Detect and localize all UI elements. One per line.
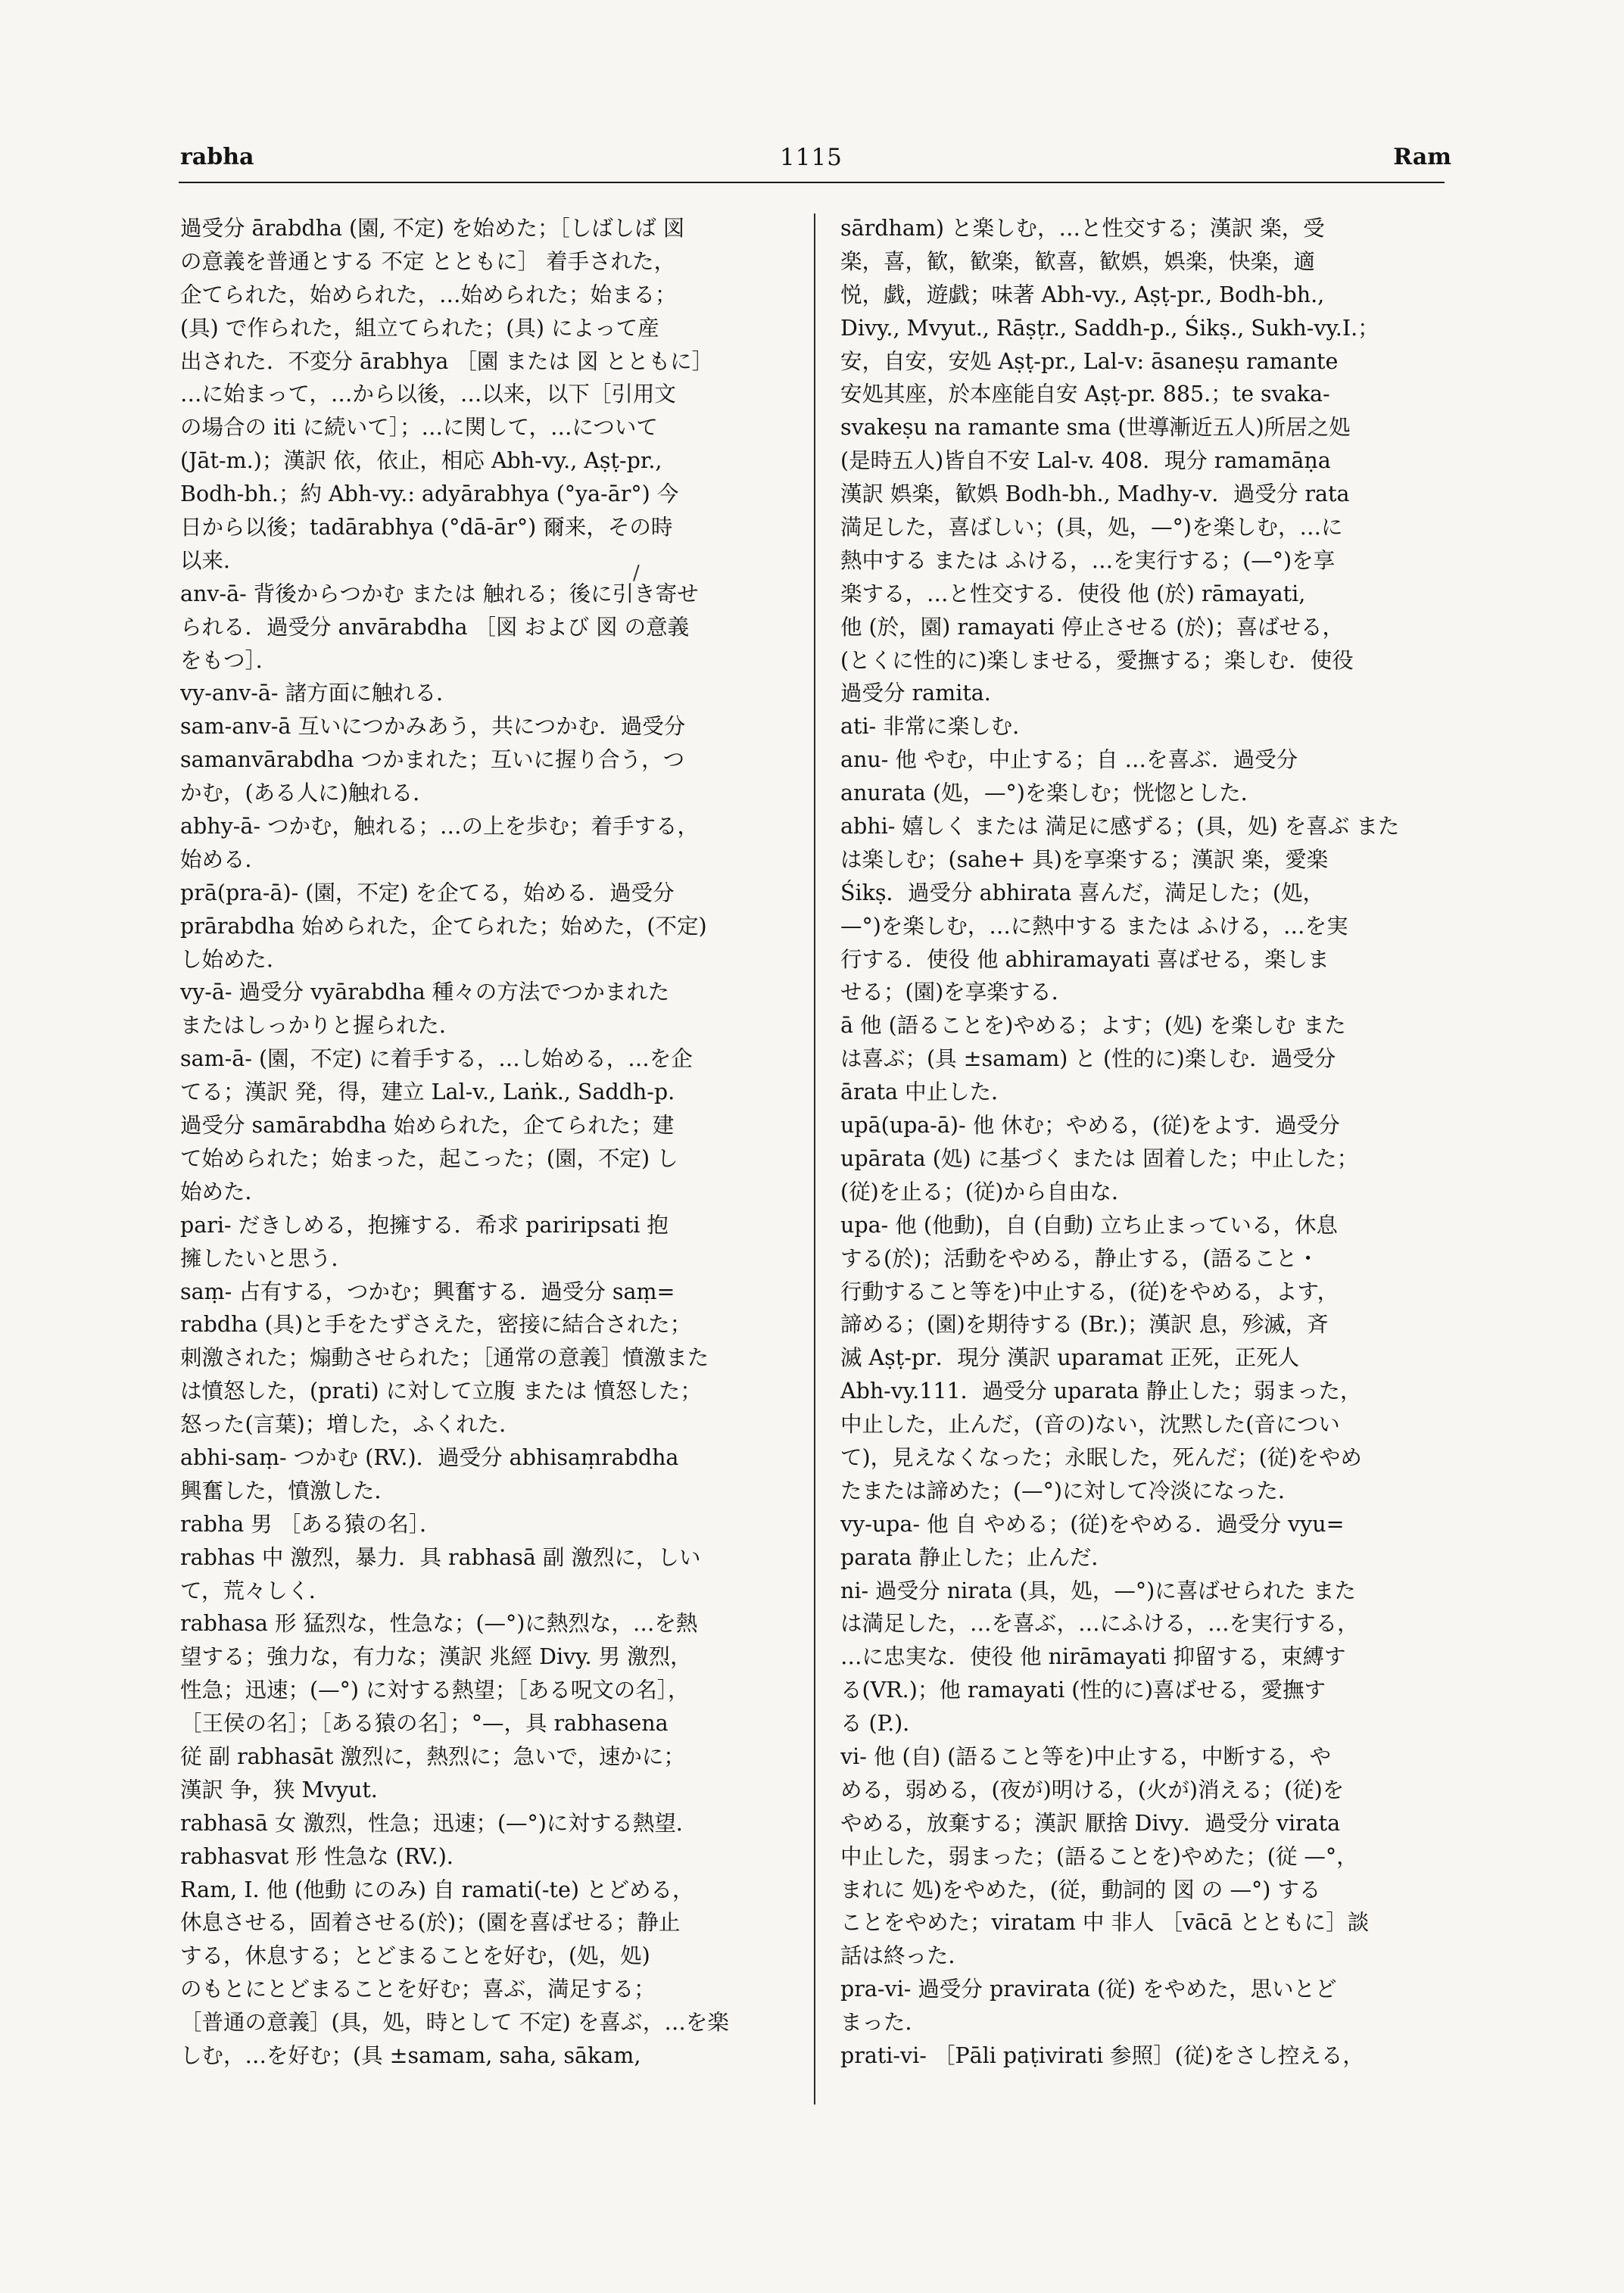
text-line: する(於)；活動をやめる，静止する，(語ること・ bbox=[840, 1245, 1319, 1271]
text-line: vy-upa- 他 自 やめる；(従)をやめる．過受分 vyu= bbox=[840, 1511, 1345, 1537]
text-line: (是時五人)皆自不安 Lal-v. 408．現分 ramamāṇa bbox=[840, 448, 1331, 474]
text-line: の意義を普通とする 不定 とともに］ 着手された， bbox=[180, 248, 676, 274]
text-line: 性急；迅速；(—°) に対する熱望；［ある呪文の名］， bbox=[180, 1678, 690, 1703]
text-line: 過受分 samārabdha 始められた，企てられた；建 bbox=[180, 1113, 675, 1139]
text-line: (とくに性的に)楽しませる，愛撫する；楽しむ．使役 bbox=[840, 647, 1354, 673]
text-line: る(VR.)；他 ramayati (性的に)喜ばせる，愛撫す bbox=[840, 1678, 1326, 1703]
text-line: abhi- 嬉しく または 満足に感ずる；(具，処) を喜ぶ また bbox=[840, 814, 1400, 840]
text-line: ni- 過受分 nirata (具，処，—°)に喜ばせられた また bbox=[840, 1578, 1356, 1603]
text-line: のもとにとどまることを好む；喜ぶ，満足する； bbox=[180, 1977, 656, 2002]
text-line: は楽しむ；(sahe+ 具)を享楽する；漢訳 楽，愛楽 bbox=[840, 846, 1329, 872]
text-line: …に始まって，…から以後，…以来，以下［引用文 bbox=[180, 382, 676, 407]
text-line: —°)を楽しむ，…に熱中する または ふける，…を実 bbox=[840, 913, 1348, 939]
text-line: 悦，戯，遊戯；味著 Abh-vy., Aṣṭ-pr., Bodh-bh., bbox=[840, 282, 1325, 307]
text-line: (具) で作られた，組立てられた；(具) によって産 bbox=[180, 315, 659, 341]
text-line: する，休息する；とどまることを好む，(処，処) bbox=[180, 1943, 650, 1969]
header-rule bbox=[179, 182, 1445, 183]
text-line: upa- 他 (他動)，自 (自動) 立ち止まっている，休息 bbox=[840, 1212, 1338, 1238]
text-line: 興奮した，憤激した． bbox=[180, 1478, 397, 1503]
text-line: abhy-ā- つかむ，触れる；…の上を歩む；着手する， bbox=[180, 814, 700, 840]
text-line: vy-anv-ā- 諸方面に触れる． bbox=[180, 681, 458, 706]
text-line: の場合の iti に続いて］；…に関して，…について bbox=[180, 415, 658, 441]
text-line: 刺激された；煽動させられた；［通常の意義］憤激また bbox=[180, 1345, 709, 1371]
text-line: 安，自安，安処 Aṣṭ-pr., Lal-v: āsaneṣu ramante bbox=[840, 348, 1339, 374]
text-line: 熱中する または ふける，…を実行する；(—°)を享 bbox=[840, 547, 1336, 573]
text-line: rabhasvat 形 性急な (RV.)． bbox=[180, 1843, 469, 1869]
text-line: rabdha (具)と手をたずさえた，密接に結合された； bbox=[180, 1312, 692, 1338]
right-guide-word: Ram bbox=[1393, 144, 1451, 170]
text-line: rabhas 中 激烈，暴力．具 rabhasā 副 激烈に，しい bbox=[180, 1544, 701, 1570]
text-line: て)，見えなくなった；永眠した，死んだ；(従)をやめ bbox=[840, 1444, 1362, 1470]
text-line: をもつ］． bbox=[180, 647, 278, 673]
page-header bbox=[0, 144, 1624, 177]
text-line: Abh-vy.111．過受分 uparata 静止した；弱まった， bbox=[840, 1379, 1362, 1404]
text-line: 企てられた，始められた，…始められた；始まる； bbox=[180, 282, 677, 307]
text-line: 以来． bbox=[180, 547, 245, 573]
text-line: て，荒々しく． bbox=[180, 1578, 331, 1603]
text-line: Divy., Mvyut., Rāṣṭr., Saddh-p., Śikṣ., Sukh-vy.I.； bbox=[840, 315, 1379, 341]
text-line: saṃ- 占有する，つかむ；興奮する．過受分 saṃ= bbox=[180, 1279, 675, 1304]
text-line: pari- だきしめる，抱擁する．希求 pariripsati 抱 bbox=[180, 1212, 669, 1238]
text-line: sārdham) と楽しむ，…と性交する；漢訳 楽，受 bbox=[840, 216, 1325, 241]
text-line: sam-anv-ā 互いにつかみあう，共につかむ．過受分 bbox=[180, 714, 686, 740]
text-line: 漢訳 争，狭 Mvyut. bbox=[180, 1777, 378, 1802]
text-line: 従 副 rabhasāt 激烈に，熱烈に；急いで，速かに； bbox=[180, 1743, 685, 1769]
text-line: pra-vi- 過受分 pravirata (従) をやめた，思いとど bbox=[840, 1977, 1337, 2002]
text-line: 過受分 ārabdha (園, 不定) を始めた；［しばしば 図 bbox=[180, 216, 685, 241]
text-line: …に忠実な．使役 他 nirāmayati 抑留する，束縛す bbox=[840, 1644, 1346, 1670]
text-line: anurata (処，—°)を楽しむ；恍惚とした． bbox=[840, 780, 1263, 806]
left-guide-word: rabha bbox=[180, 144, 254, 170]
text-line: prati-vi- ［Pāli paṭivirati 参照］(従)をさし控える， bbox=[840, 2042, 1364, 2068]
text-line: parata 静止した；止んだ． bbox=[840, 1544, 1113, 1570]
text-line: 始めた． bbox=[180, 1179, 267, 1204]
text-line: やめる，放棄する；漢訳 厭捨 Divy．過受分 virata bbox=[840, 1810, 1341, 1836]
text-line: ati- 非常に楽しむ． bbox=[840, 714, 1034, 740]
text-line: ā 他 (語ることを)やめる；よす；(処) を楽しむ また bbox=[840, 1013, 1346, 1039]
text-line: 日から以後；tadārabhya (°dā-ār°) 爾来，その時 bbox=[180, 515, 673, 541]
text-line: 擁したいと思う． bbox=[180, 1245, 354, 1271]
text-line: たまたは諦めた；(—°)に対して冷淡になった． bbox=[840, 1478, 1300, 1503]
text-line: vy-ā- 過受分 vyārabdha 種々の方法でつかまれた bbox=[180, 980, 670, 1005]
text-line: 休息させる，固着させる(於)；(園を喜ばせる；静止 bbox=[180, 1910, 681, 1936]
text-line: rabhasa 形 猛烈な，性急な；(—°)に熱烈な，…を熱 bbox=[180, 1611, 698, 1637]
text-line: 楽する，…と性交する．使役 他 (於) rāmayati, bbox=[840, 581, 1306, 606]
text-line: せる；(園)を享楽する． bbox=[840, 980, 1074, 1005]
text-line: 望する；強力な，有力な；漢訳 兆經 Divy. 男 激烈， bbox=[180, 1644, 692, 1670]
text-line: 過受分 ramita. bbox=[840, 681, 991, 706]
text-line: samanvārabdha つかまれた；互いに握り合う，つ bbox=[180, 747, 685, 773]
text-line: svakeṣu na ramante sma (世導漸近五人)所居之処 bbox=[840, 415, 1351, 441]
text-line: anv-ā- 背後からつかむ または 触れる；後に引き寄せ bbox=[180, 581, 699, 606]
text-line: 怒った(言葉)；増した，ふくれた． bbox=[180, 1412, 521, 1438]
text-line: upārata (処) に基づく または 固着した；中止した； bbox=[840, 1145, 1359, 1171]
text-line: またはしっかりと握られた． bbox=[180, 1013, 461, 1039]
text-line: てる；漢訳 発，得，建立 Lal-v., Laṅk., Saddh-p. bbox=[180, 1080, 675, 1105]
text-line: しむ，…を好む；(具 ±samam, saha, sākam, bbox=[180, 2042, 641, 2068]
text-line: upā(upa-ā)- 他 休む；やめる，(従)をよす．過受分 bbox=[840, 1113, 1340, 1139]
text-line: は憤怒した，(prati) に対して立腹 または 憤怒した； bbox=[180, 1379, 702, 1404]
text-line: 行する．使役 他 abhiramayati 喜ばせる，楽しま bbox=[840, 946, 1329, 972]
text-line: める，弱める，(夜が)明ける，(火が)消える；(従)を bbox=[840, 1777, 1345, 1802]
text-line: (従)を止る；(従)から自由な． bbox=[840, 1179, 1133, 1204]
text-line: かむ，(ある人に)触れる． bbox=[180, 780, 435, 806]
text-line: 他 (於，園) ramayati 停止させる (於)；喜ばせる， bbox=[840, 614, 1345, 640]
text-line: 中止した，弱まった；(語ることを)やめた；(従 —°， bbox=[840, 1843, 1358, 1869]
text-line: ārata 中止した． bbox=[840, 1080, 1013, 1105]
text-line: Śikṣ．過受分 abhirata 喜んだ，満足した；(処， bbox=[840, 880, 1325, 905]
text-line: abhi-saṃ- つかむ (RV.)．過受分 abhisaṃrabdha bbox=[180, 1444, 679, 1470]
text-line: prā(pra-ā)- (園，不定) を企てる，始める．過受分 bbox=[180, 880, 675, 905]
text-line: Ram, I. 他 (他動 にのみ) 自 ramati(-te) とどめる， bbox=[180, 1877, 694, 1902]
text-line: rabhasā 女 激烈，性急；迅速；(—°)に対する熱望． bbox=[180, 1810, 698, 1836]
text-line: 楽，喜，歓，歓楽，歓喜，歓娯，娯楽，快楽，適 bbox=[840, 248, 1316, 274]
text-line: (Jāt-m.)；漢訳 依，依止，相応 Abh-vy., Aṣṭ-pr., bbox=[180, 448, 662, 474]
stray-pen-mark: / bbox=[633, 562, 640, 584]
text-line: 出された．不変分 ārabhya ［園 または 図 とともに］ bbox=[180, 348, 714, 374]
column-divider bbox=[814, 213, 815, 2105]
text-line: し始めた． bbox=[180, 946, 288, 972]
text-line: anu- 他 やむ，中止する；自 …を喜ぶ．過受分 bbox=[840, 747, 1298, 773]
page-number: 1115 bbox=[780, 144, 843, 171]
text-line: sam-ā- (園，不定) に着手する，…し始める，…を企 bbox=[180, 1046, 693, 1072]
text-line: 滅 Aṣṭ-pr．現分 漢訳 uparamat 正死，正死人 bbox=[840, 1345, 1300, 1371]
right-column bbox=[840, 212, 1446, 2073]
text-line: まった． bbox=[840, 2010, 927, 2036]
text-line: まれに 処)をやめた，(従，動詞的 図 の —°) する bbox=[840, 1877, 1321, 1902]
text-line: 満足した，喜ばしい；(具，処，—°)を楽しむ，…に bbox=[840, 515, 1343, 541]
text-line: る (P.)． bbox=[840, 1711, 924, 1737]
text-line: 安処其座，於本座能自安 Aṣṭ-pr. 885.；te svaka- bbox=[840, 382, 1330, 407]
text-line: られる．過受分 anvārabdha ［図 および 図 の意義 bbox=[180, 614, 690, 640]
text-line: 行動すること等を)中止する，(従)をやめる，よす， bbox=[840, 1279, 1339, 1304]
text-line: ［王侯の名］；［ある猿の名］；°—，具 rabhasena bbox=[180, 1711, 669, 1737]
left-column bbox=[180, 212, 792, 2073]
text-line: 中止した，止んだ，(音の)ない，沈黙した(音につい bbox=[840, 1412, 1340, 1438]
text-line: prārabdha 始められた，企てられた；始めた，(不定) bbox=[180, 913, 707, 939]
text-line: 漢訳 娯楽，歓娯 Bodh-bh., Madhy-v．過受分 rata bbox=[840, 481, 1350, 507]
text-line: は喜ぶ；(具 ±samam) と (性的に)楽しむ．過受分 bbox=[840, 1046, 1336, 1072]
text-line: rabha 男 ［ある猿の名］． bbox=[180, 1511, 441, 1537]
text-line: 始める． bbox=[180, 846, 267, 872]
text-line: vi- 他 (自) (語ること等を)中止する，中断する，や bbox=[840, 1743, 1332, 1769]
text-line: 話は終った． bbox=[840, 1943, 971, 1969]
text-line: は満足した，…を喜ぶ，…にふける，…を実行する， bbox=[840, 1611, 1359, 1637]
text-line: ［普通の意義］(具，処，時として 不定) を喜ぶ，…を楽 bbox=[180, 2010, 729, 2036]
text-line: Bodh-bh.；約 Abh-vy.: adyārabhya (°ya-ār°) 今 bbox=[180, 481, 679, 507]
text-line: て始められた；始まった，起こった；(園，不定) し bbox=[180, 1145, 678, 1171]
text-line: ことをやめた；viratam 中 非人 ［vācā とともに］談 bbox=[840, 1910, 1370, 1936]
text-line: 諦める；(園)を期待する (Br.)；漢訳 息，殄滅，斉 bbox=[840, 1312, 1329, 1338]
